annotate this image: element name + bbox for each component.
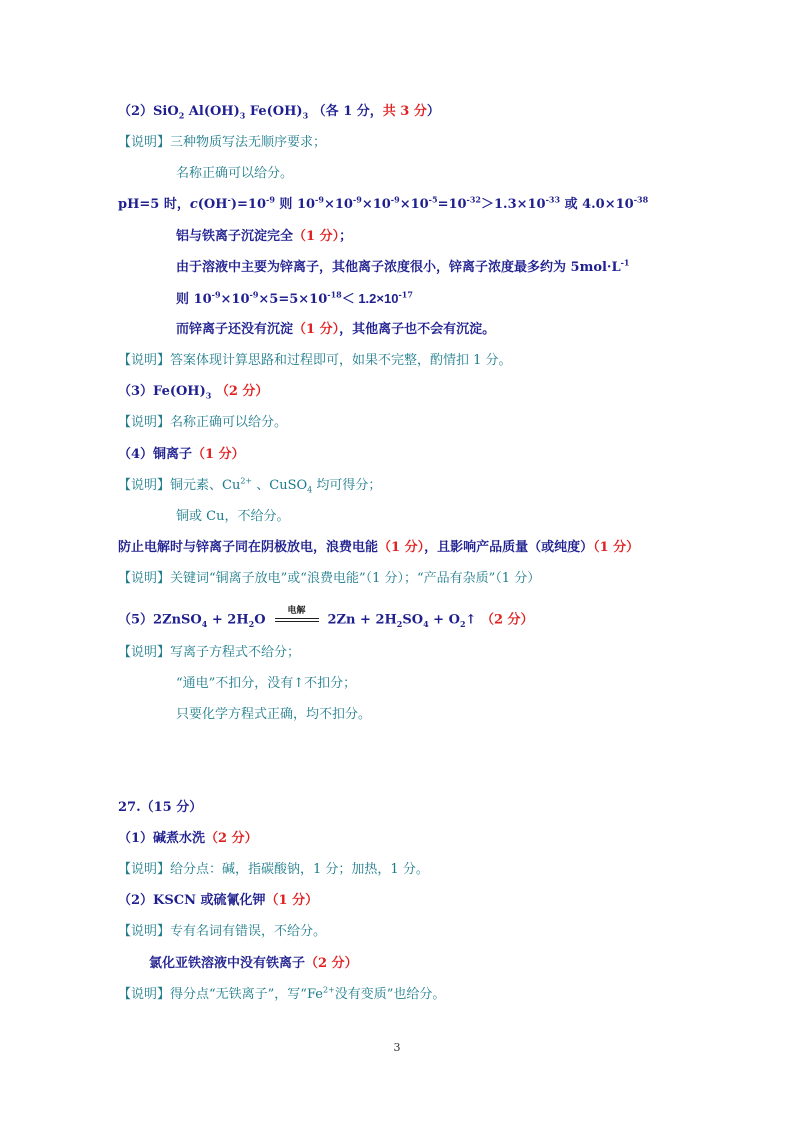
q5-note: 【说明】写离子方程式不给分； [118,645,301,660]
page-number: 3 [393,1041,401,1054]
q5-equation: （5）2ZnSO$_4$ + $2H_2O$ 电解 $2Zn + 2H_2SO_4$ + $O_2↑$ （2 分） [118,611,534,630]
q2-zn-no-precip: 而锌离子还没有沉淀（1 分），其他离子也不会有沉淀。 [176,322,496,337]
electrolysis-arrow [272,606,322,629]
q2-answer-line: （2）SiO$_2$ $Al(OH)_3$ $Fe(OH)_3$ （各 1 分，共 3 分） [118,104,440,121]
q27-p2-note: 【说明】专有名词有错误，不给分。 [118,924,327,939]
q2-zn-conc: 由于溶液中主要为锌离子，其他离子浓度很小，锌离子浓度最多约为 $5mol\cdot L^{-1}$ [176,257,630,275]
electrolysis-condition: 电解 [287,606,306,616]
q4-note-cont: 铜或 Cu，不给分。 [176,509,290,524]
q2-zn-calc: 则 $10^{-9}\times 10^{-9}\times 5=5\times 10^{-18}< 1.2\times 10^{-17}$ [176,289,413,307]
q2-note2: 【说明】答案体现计算思路和过程即可，如果不完整，酌情扣 1 分。 [118,353,512,368]
q4-reason: 防止电解时与锌离子同在阴极放电，浪费电能（1 分），且影响产品质量（或纯度）（1 分） [118,540,640,555]
q5-note-cont1: “通电”不扣分，没有↑不扣分； [176,676,357,691]
q4-note2: 【说明】关键词“铜离子放电”或“浪费电能”（1 分）；“产品有杂质”（1 分） [118,571,541,586]
q4-answer: （4）铜离子（1 分） [118,447,245,462]
q3-answer: $(3)Fe(OH)_3$ （2 分） [118,384,269,401]
q2-al-fe: 铝与铁离子沉淀完全（1 分）； [176,229,353,244]
q27-p2-answer: （2）KSCN 或硫氰化钾（1 分） [118,893,319,908]
q27-p2-note2: 【说明】得分点“无铁离子”，写“$Fe^{2+}$没有变质”也给分。 [118,985,446,1002]
q27-p2-answer2: 氯化亚铁溶液中没有铁离子（2 分） [149,956,358,971]
q27-title: 27.（15 分） [118,800,203,815]
q2-note1: 【说明】三种物质写法无顺序要求； [118,135,327,150]
q27-p1-note: 【说明】给分点：碱，指碳酸钠，1 分；加热，1 分。 [118,862,429,877]
q27-p1-answer: （1）碱煮水洗（2 分） [118,831,258,846]
q3-note: 【说明】名称正确可以给分。 [118,415,288,430]
q5-note-cont2: 只要化学方程式正确，均不扣分。 [176,707,372,722]
q2-note1-cont: 名称正确可以给分。 [176,166,294,181]
q4-note: 【说明】铜元素、$Cu^{2+}$ 、CuSO$_4$ 均可得分； [118,476,382,495]
q2-ph-calc: pH=5 时，$c(OH^-)=10^{-9}$ 则 $10^{-9}\times 10^{-9}\times 10^{-9}\times 10^{-5}=10^{-32}>1.3\times 10^{-33}$ 或 $4.0\times 10^{-38}$ [118,194,649,212]
